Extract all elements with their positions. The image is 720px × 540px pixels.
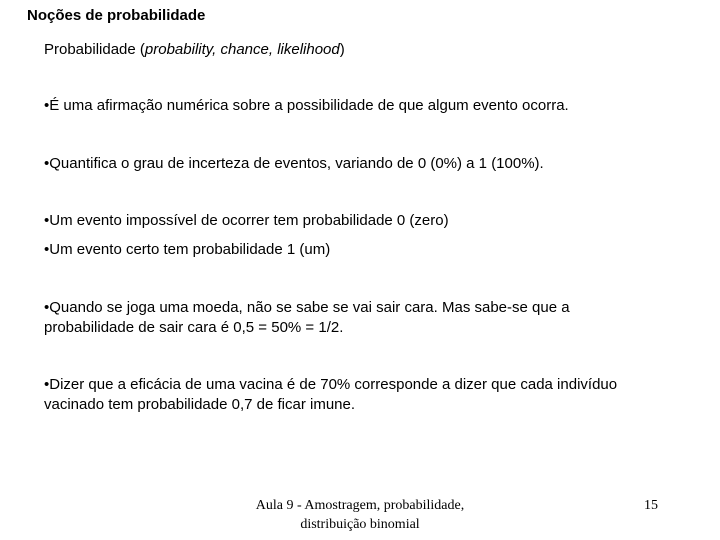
subtitle-italic-terms: probability, chance, likelihood [144, 41, 340, 58]
bullet-item: •Um evento impossível de ocorrer tem probabilidade 0 (zero) [44, 212, 449, 229]
slide-subtitle [44, 40, 345, 60]
bullet-item: •Um evento certo tem probabilidade 1 (um) [44, 241, 331, 258]
page-number: 15 [644, 498, 658, 513]
bullet-item: •É uma afirmação numérica sobre a possibilidade de que algum evento ocorra. [44, 97, 569, 114]
subtitle-prefix: Probabilidade ( [44, 41, 145, 58]
footer-caption-line: Aula 9 - Amostragem, probabilidade, [255, 498, 465, 513]
bullet-item: •Quando se joga uma moeda, não se sabe se vai sair cara. Mas sabe-se que a probabilidade de sair cara é 0,5 = 50% = 1/2. [44, 299, 570, 336]
bullet-item: •Quantifica o grau de incerteza de eventos, variando de 0 (0%) a 1 (100%). [44, 155, 544, 172]
subtitle-suffix: ) [339, 41, 345, 58]
footer-caption [230, 496, 490, 534]
bullet-item: •Dizer que a eficácia de uma vacina é de 70% corresponde a dizer que cada indivíduo vacinado tem probabilidade 0,7 de ficar imune. [44, 376, 618, 413]
slide-title: Noções de probabilidade [27, 7, 206, 24]
footer-caption-line: distribuição binomial [300, 517, 420, 532]
